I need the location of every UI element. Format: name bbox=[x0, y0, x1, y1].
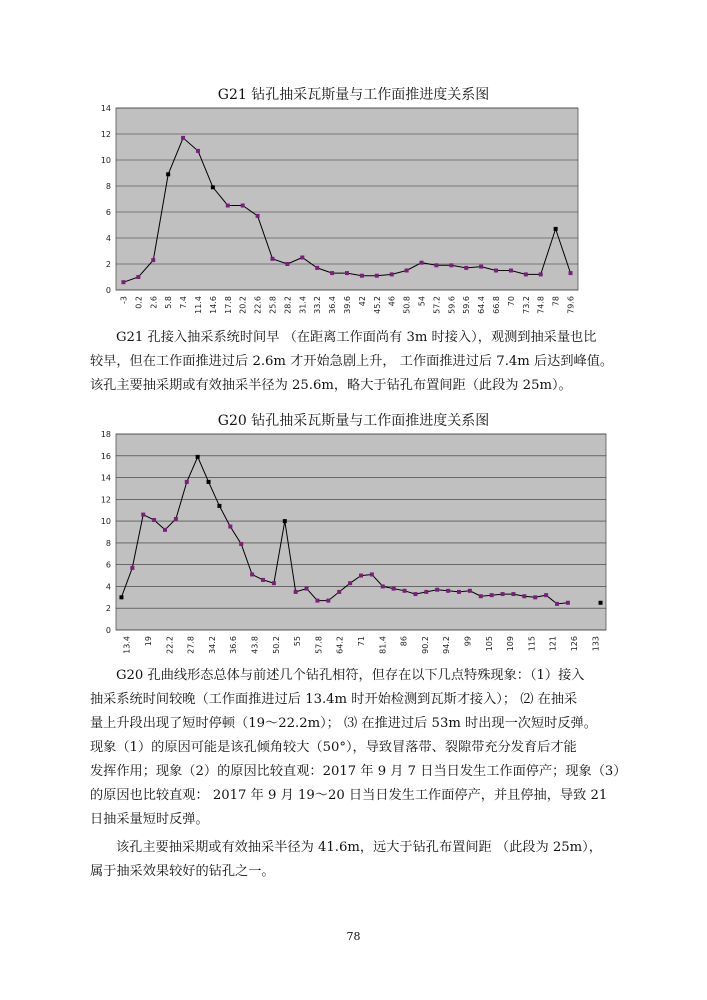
text-line: 发挥作用；现象（2）的原因比较直观：2017 年 9 月 7 日当日发生工作面停产；现象（3） bbox=[90, 764, 627, 779]
data-point bbox=[337, 590, 341, 594]
page-number: 78 bbox=[346, 930, 361, 943]
data-point bbox=[285, 262, 289, 266]
x-tick-label: 28.2 bbox=[283, 296, 293, 314]
chart-title-g20: G20 钻孔抽采瓦斯量与工作面推进度关系图 bbox=[217, 413, 490, 429]
x-tick-label: 99 bbox=[463, 636, 473, 647]
data-point bbox=[479, 265, 483, 269]
y-tick-label: 10 bbox=[100, 517, 111, 527]
x-tick-label: 46 bbox=[387, 296, 397, 307]
data-point bbox=[554, 227, 558, 231]
x-tick-label: 27.8 bbox=[186, 636, 196, 654]
chart-g21 bbox=[90, 104, 590, 328]
x-tick-label: 17.8 bbox=[223, 296, 233, 314]
data-point bbox=[544, 593, 548, 597]
data-point bbox=[449, 263, 453, 267]
data-point bbox=[270, 257, 274, 261]
data-point bbox=[381, 584, 385, 588]
x-tick-label: 94.2 bbox=[442, 636, 452, 654]
data-point bbox=[250, 572, 254, 576]
y-tick-label: 12 bbox=[100, 130, 111, 139]
y-tick-label: 14 bbox=[100, 104, 111, 113]
y-tick-label: 6 bbox=[105, 560, 111, 570]
data-point bbox=[555, 602, 559, 606]
data-point bbox=[511, 592, 515, 596]
data-point bbox=[226, 204, 230, 208]
data-point bbox=[390, 272, 394, 276]
x-tick-label: 13.4 bbox=[122, 636, 132, 654]
y-tick-label: 14 bbox=[100, 473, 111, 483]
plot-area bbox=[116, 108, 578, 290]
x-tick-label: 5.8 bbox=[164, 296, 174, 309]
x-tick-label: 50.2 bbox=[271, 636, 281, 654]
data-point bbox=[163, 528, 167, 532]
x-tick-label: 59.6 bbox=[462, 296, 472, 314]
data-point bbox=[392, 587, 396, 591]
x-tick-label: 31.4 bbox=[298, 296, 308, 314]
x-tick-label: 81.4 bbox=[378, 636, 388, 654]
y-tick-label: 0 bbox=[105, 626, 111, 635]
data-point bbox=[501, 592, 505, 596]
data-point bbox=[130, 566, 134, 570]
x-tick-label: 109 bbox=[506, 636, 516, 652]
data-point bbox=[403, 589, 407, 593]
data-point bbox=[305, 587, 309, 591]
x-tick-label: 54 bbox=[417, 296, 427, 307]
x-tick-label: 64.4 bbox=[477, 296, 487, 314]
text-line: 较早，但在工作面推进过后 2.6m 才开始急剧上升， 工作面推进过后 7.4m 后达到峰值。 bbox=[90, 354, 614, 369]
y-tick-label: 4 bbox=[105, 582, 111, 592]
data-point bbox=[261, 578, 265, 582]
data-point bbox=[360, 274, 364, 278]
x-tick-label: 57.2 bbox=[432, 296, 442, 314]
data-point bbox=[533, 595, 537, 599]
data-point bbox=[151, 258, 155, 262]
data-point bbox=[315, 266, 319, 270]
x-tick-label: 14.6 bbox=[208, 296, 218, 314]
y-tick-label: 4 bbox=[105, 234, 111, 243]
x-tick-label: 22.6 bbox=[253, 296, 263, 314]
data-point bbox=[119, 595, 123, 599]
text-line: 的原因也比较直观： 2017 年 9 月 19～20 日当日发生工作面停产，并且停抽，导致 21 bbox=[90, 788, 608, 803]
data-point bbox=[446, 589, 450, 593]
data-point bbox=[509, 269, 513, 273]
x-tick-label: -3 bbox=[119, 296, 129, 304]
x-tick-label: 90.2 bbox=[420, 636, 430, 654]
data-point bbox=[494, 269, 498, 273]
data-point bbox=[315, 599, 319, 603]
data-point bbox=[181, 136, 185, 140]
y-tick-label: 8 bbox=[105, 538, 111, 548]
data-point bbox=[330, 271, 334, 275]
x-tick-label: 36.6 bbox=[229, 636, 239, 654]
data-point bbox=[121, 280, 125, 284]
y-tick-label: 2 bbox=[105, 260, 111, 269]
data-point bbox=[294, 590, 298, 594]
data-point bbox=[359, 574, 363, 578]
x-tick-label: 64.2 bbox=[335, 636, 345, 654]
x-tick-label: 70 bbox=[506, 296, 516, 307]
data-point bbox=[464, 266, 468, 270]
data-point bbox=[569, 271, 573, 275]
data-point bbox=[424, 590, 428, 594]
data-point bbox=[405, 269, 409, 273]
data-point bbox=[272, 581, 276, 585]
data-point bbox=[434, 263, 438, 267]
x-tick-label: 133 bbox=[591, 636, 601, 652]
plot-area bbox=[116, 434, 606, 630]
y-tick-label: 0 bbox=[105, 286, 111, 295]
data-point bbox=[370, 572, 374, 576]
data-point bbox=[152, 518, 156, 522]
x-tick-label: 0.2 bbox=[134, 296, 144, 309]
x-tick-label: 55 bbox=[293, 636, 303, 647]
data-point bbox=[185, 480, 189, 484]
x-tick-label: 19 bbox=[143, 636, 153, 647]
data-point bbox=[174, 517, 178, 521]
data-point bbox=[239, 542, 243, 546]
data-point bbox=[599, 601, 603, 605]
x-tick-label: 78 bbox=[551, 296, 561, 307]
data-point bbox=[196, 149, 200, 153]
data-point bbox=[211, 185, 215, 189]
data-point bbox=[256, 214, 260, 218]
x-tick-label: 33.2 bbox=[313, 296, 323, 314]
text-line: 抽采系统时间较晚（工作面推进过后 13.4m 时开始检测到瓦斯才接入）； ⑵ 在抽采 bbox=[90, 692, 578, 707]
x-tick-label: 34.2 bbox=[207, 636, 217, 654]
text-line: G21 孔接入抽采系统时间早 （在距离工作面尚有 3m 时接入），观测到抽采量也比 bbox=[116, 330, 597, 345]
text-line: 属于抽采效果较好的钻孔之一。 bbox=[90, 864, 275, 879]
data-point bbox=[479, 594, 483, 598]
x-tick-label: 86 bbox=[399, 636, 409, 647]
y-tick-label: 8 bbox=[105, 182, 111, 191]
data-point bbox=[241, 204, 245, 208]
data-point bbox=[522, 594, 526, 598]
x-tick-label: 7.4 bbox=[179, 296, 189, 309]
x-tick-label: 79.6 bbox=[566, 296, 576, 314]
text-line: 现象（1）的原因可能是该孔倾角较大（50°），导致冒落带、裂隙带充分发育后才能 bbox=[90, 740, 577, 755]
x-tick-label: 39.6 bbox=[343, 296, 352, 314]
data-point bbox=[326, 599, 330, 603]
text-line: 该孔主要抽采期或有效抽采半径为 25.6m，略大于钻孔布置间距（此段为 25m）。 bbox=[90, 378, 572, 393]
text-line: 量上升段出现了短时停顿（19～22.2m）； ⑶ 在推进过后 53m 时出现一次短时反弹。 bbox=[90, 716, 597, 731]
data-point bbox=[539, 272, 543, 276]
y-tick-label: 18 bbox=[100, 430, 111, 439]
x-tick-label: 50.8 bbox=[402, 296, 412, 314]
x-tick-label: 66.8 bbox=[492, 296, 502, 314]
data-point bbox=[457, 590, 461, 594]
x-tick-label: 2.6 bbox=[149, 296, 159, 309]
data-point bbox=[345, 271, 349, 275]
data-point bbox=[228, 525, 232, 529]
data-point bbox=[166, 172, 170, 176]
data-point bbox=[413, 592, 417, 596]
data-point bbox=[566, 601, 570, 605]
data-point bbox=[283, 519, 287, 523]
chart-g20 bbox=[90, 430, 620, 660]
data-point bbox=[217, 504, 221, 508]
y-tick-label: 16 bbox=[100, 451, 111, 461]
text-line: G20 孔曲线形态总体与前述几个钻孔相符，但存在以下几点特殊现象：（1）接入 bbox=[116, 668, 585, 683]
x-tick-label: 115 bbox=[527, 636, 537, 652]
x-tick-label: 25.8 bbox=[268, 296, 278, 314]
data-point bbox=[490, 593, 494, 597]
data-point bbox=[207, 480, 211, 484]
text-line: 该孔主要抽采期或有效抽采半径为 41.6m，远大于钻孔布置间距 （此段为 25m）， bbox=[116, 840, 602, 855]
paragraph-g20 bbox=[90, 664, 650, 884]
data-point bbox=[196, 455, 200, 459]
x-tick-label: 45.2 bbox=[372, 296, 382, 314]
data-point bbox=[136, 275, 140, 279]
y-tick-label: 2 bbox=[105, 604, 111, 614]
x-tick-label: 126 bbox=[570, 636, 580, 652]
x-tick-label: 74.8 bbox=[536, 296, 546, 314]
x-tick-label: 105 bbox=[484, 636, 494, 652]
x-tick-label: 57.8 bbox=[314, 636, 324, 654]
x-tick-label: 22.2 bbox=[165, 636, 175, 654]
text-line: 日抽采量短时反弹。 bbox=[90, 812, 209, 827]
y-tick-label: 10 bbox=[100, 156, 111, 165]
data-point bbox=[348, 581, 352, 585]
x-tick-label: 20.2 bbox=[238, 296, 248, 314]
x-tick-label: 73.2 bbox=[521, 296, 531, 314]
y-tick-label: 6 bbox=[105, 208, 111, 217]
data-point bbox=[435, 588, 439, 592]
x-tick-label: 36.4 bbox=[328, 296, 338, 314]
paragraph-g21 bbox=[90, 326, 650, 398]
x-tick-label: 59.6 bbox=[447, 296, 457, 314]
x-tick-label: 11.4 bbox=[193, 296, 203, 314]
x-tick-label: 71 bbox=[357, 636, 366, 647]
y-tick-label: 12 bbox=[100, 495, 111, 505]
x-tick-label: 43.8 bbox=[250, 636, 260, 654]
x-tick-label: 42 bbox=[357, 296, 367, 307]
data-point bbox=[468, 589, 472, 593]
chart-title-g21: G21 钻孔抽采瓦斯量与工作面推进度关系图 bbox=[217, 87, 490, 103]
data-point bbox=[524, 272, 528, 276]
x-tick-label: 121 bbox=[548, 636, 558, 652]
data-point bbox=[141, 513, 145, 517]
data-point bbox=[300, 256, 304, 260]
data-point bbox=[375, 274, 379, 278]
data-point bbox=[420, 261, 424, 265]
